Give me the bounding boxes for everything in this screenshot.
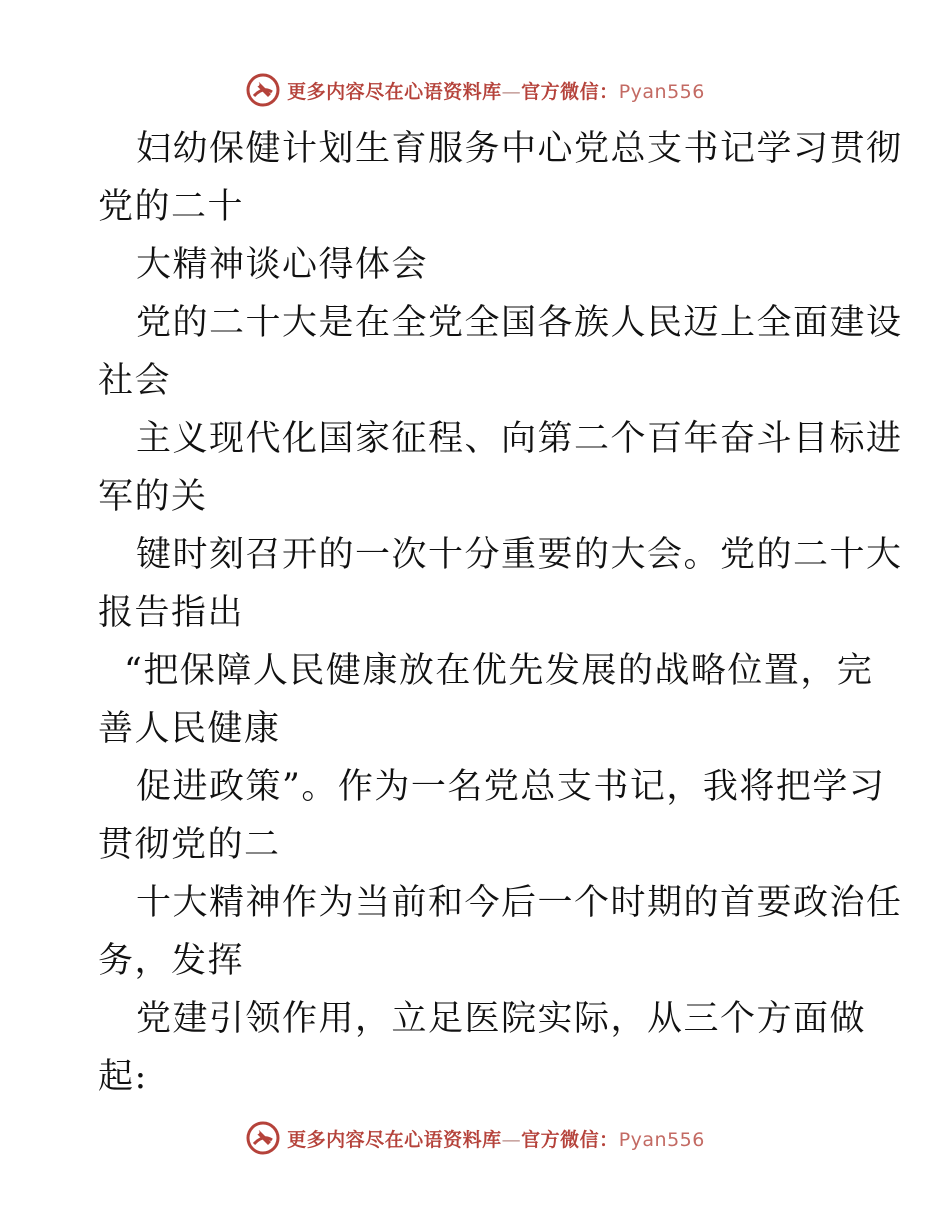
text-line: 起: bbox=[98, 1057, 148, 1097]
book-pen-logo-icon bbox=[245, 1120, 281, 1156]
book-pen-logo-icon bbox=[245, 72, 281, 108]
header-watermark bbox=[0, 70, 950, 110]
watermark-wechat-id: Pyan556 bbox=[618, 1128, 705, 1151]
watermark-wechat-label: 官方微信： bbox=[521, 1128, 619, 1151]
text-line: 党的二十 bbox=[98, 187, 245, 227]
text-line: 党建引领作用，立足医院实际，从三个方面做 bbox=[136, 999, 867, 1039]
text-line: 促进政策”。作为一名党总支书记，我将把学习 bbox=[136, 767, 886, 807]
text-line: “把保障人民健康放在优先发展的战略位置，完 bbox=[124, 651, 874, 691]
text-line: 报告指出 bbox=[98, 593, 245, 633]
document-body bbox=[98, 120, 903, 1106]
text-line: 大精神谈心得体会 bbox=[136, 245, 429, 285]
watermark-brand: 更多内容尽在心语资料库 bbox=[287, 1128, 502, 1151]
text-line: 善人民健康 bbox=[98, 709, 281, 749]
text-line: 妇幼保健计划生育服务中心党总支书记学习贯彻 bbox=[136, 129, 903, 169]
text-line: 社会 bbox=[98, 361, 172, 401]
text-line: 务，发挥 bbox=[98, 941, 245, 981]
text-line: 军的关 bbox=[98, 477, 208, 517]
text-line: 党的二十大是在全党全国各族人民迈上全面建设 bbox=[136, 303, 903, 343]
watermark-separator: — bbox=[501, 80, 522, 103]
watermark-text bbox=[287, 1125, 705, 1152]
text-line: 主义现代化国家征程、向第二个百年奋斗目标进 bbox=[136, 419, 903, 459]
text-line: 贯彻党的二 bbox=[98, 825, 281, 865]
text-line: 键时刻召开的一次十分重要的大会。党的二十大 bbox=[136, 535, 903, 575]
text-line: 十大精神作为当前和今后一个时期的首要政治任 bbox=[136, 883, 903, 923]
watermark-wechat-label: 官方微信： bbox=[521, 80, 619, 103]
watermark-text bbox=[287, 77, 705, 104]
watermark-brand: 更多内容尽在心语资料库 bbox=[287, 80, 502, 103]
watermark-separator: — bbox=[501, 1128, 522, 1151]
watermark-wechat-id: Pyan556 bbox=[618, 80, 705, 103]
footer-watermark bbox=[0, 1118, 950, 1158]
